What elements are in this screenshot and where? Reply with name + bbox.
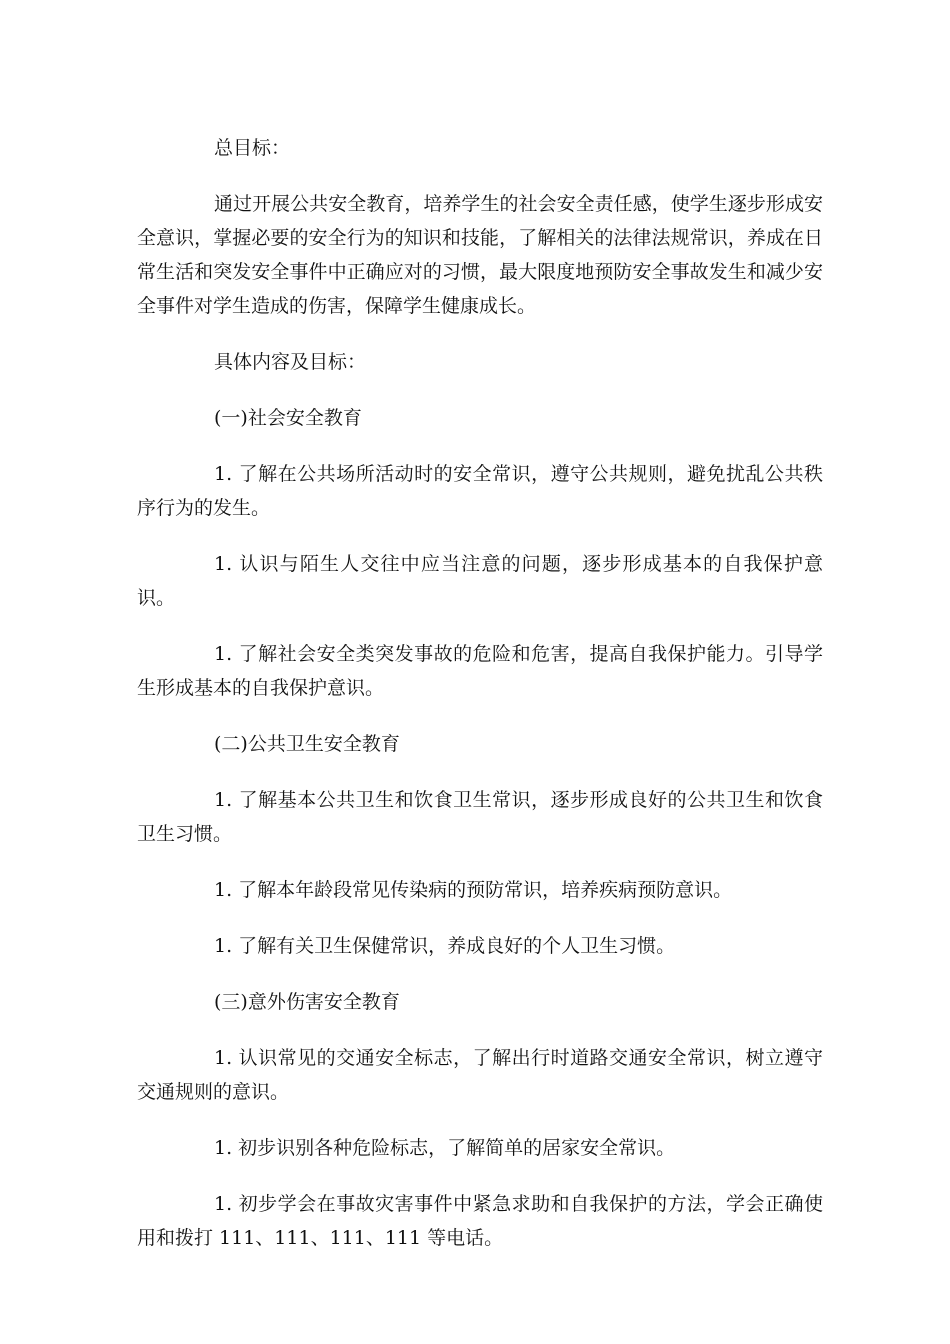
list-item: 1. 认识常见的交通安全标志，了解出行时道路交通安全常识，树立遵守交通规则的意识。 — [137, 1047, 823, 1103]
document-body — [137, 131, 823, 1277]
paragraph-overall-goal-text: 通过开展公共安全教育，培养学生的社会安全责任感，使学生逐步形成安全意识，掌握必要的安全行为的知识和技能，了解相关的法律法规常识，养成在日常生活和突发安全事件中正确应对的习惯，最大限度地预防安全事故发生和减少安全事件对学生造成的伤害，保障学生健康成长。 — [137, 193, 823, 317]
list-item: 1. 初步学会在事故灾害事件中紧急求助和自我保护的方法，学会正确使用和拨打 111、111、111、111 等电话。 — [137, 1193, 823, 1249]
list-item: 1. 了解本年龄段常见传染病的预防常识，培养疾病预防意识。 — [214, 879, 733, 901]
heading-specific-goals: 具体内容及目标： — [214, 351, 367, 373]
list-item: 1. 了解社会安全类突发事故的危险和危害，提高自我保护能力。引导学生形成基本的自我保护意识。 — [137, 643, 823, 699]
section-heading-social-safety: (一)社会安全教育 — [214, 407, 362, 429]
list-item: 1. 初步识别各种危险标志，了解简单的居家安全常识。 — [214, 1137, 676, 1159]
list-item: 1. 认识与陌生人交往中应当注意的问题，逐步形成基本的自我保护意识。 — [137, 553, 823, 609]
list-item: 1. 了解有关卫生保健常识，养成良好的个人卫生习惯。 — [214, 935, 676, 957]
list-item: 1. 了解在公共场所活动时的安全常识，遵守公共规则，避免扰乱公共秩序行为的发生。 — [137, 463, 823, 519]
heading-overall-goal: 总目标： — [214, 137, 291, 159]
section-heading-public-health: (二)公共卫生安全教育 — [214, 733, 400, 755]
list-item: 1. 了解基本公共卫生和饮食卫生常识，逐步形成良好的公共卫生和饮食卫生习惯。 — [137, 789, 823, 845]
section-heading-accident-injury: (三)意外伤害安全教育 — [214, 991, 400, 1013]
